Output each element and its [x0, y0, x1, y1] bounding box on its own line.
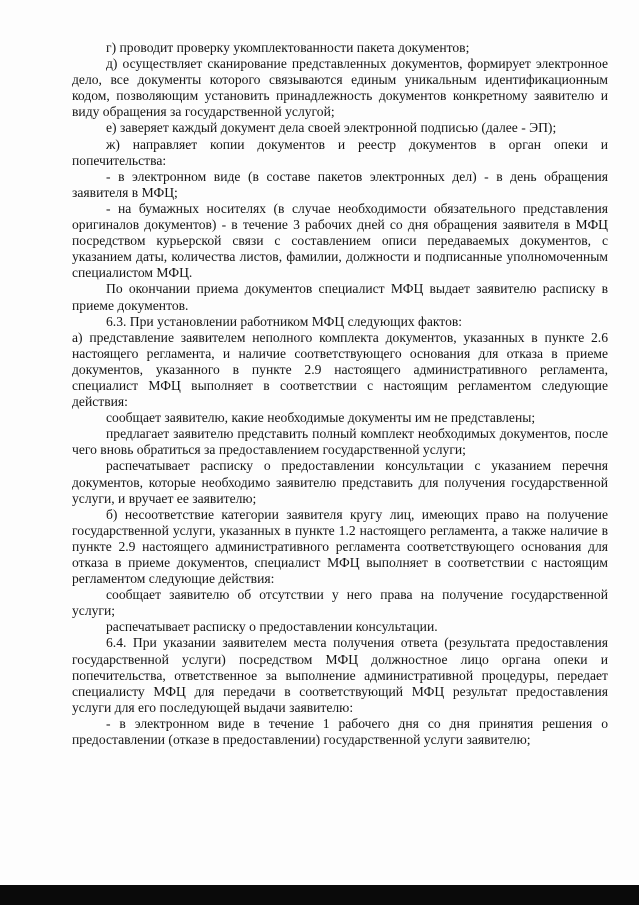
- paragraph-6-3-a: а) представление заявителем неполного комплекта документов, указанных в пункте 2.6 настоящего регламента, и наличие соответствующего основания для отказа в приеме документов, указанного в пункте 2.9 настоящего административного регламента, специалист МФЦ выполняет в соответствии с настоящим регламентом следующие действия:: [72, 329, 608, 410]
- paragraph-e: е) заверяет каждый документ дела своей электронной подписью (далее - ЭП);: [106, 120, 557, 136]
- document-body: [72, 40, 608, 748]
- paragraph-6-3: 6.3. При установлении работником МФЦ следующих фактов:: [106, 313, 463, 329]
- paragraph-receipt: По окончании приема документов специалист МФЦ выдает заявителю расписку в приеме документов.: [72, 281, 608, 313]
- paragraph-inform-missing: сообщает заявителю, какие необходимые документы им не представлены;: [106, 410, 536, 426]
- paragraph-zh: ж) направляет копии документов и реестр документов в орган опеки и попечительства:: [72, 136, 608, 168]
- paragraph-6-4: 6.4. При указании заявителем места получения ответа (результата предоставления государственной услуги) посредством МФЦ должностное лицо органа опеки и попечительства, ответственное за выполнение административной процедуры, передает специалисту МФЦ для передачи в соответствующий МФЦ результат предоставления услуги для его последующей выдачи заявителю:: [72, 635, 608, 715]
- paragraph-offer-complete-set: предлагает заявителю представить полный комплект необходимых документов, после чего вновь обратиться за предоставлением государственной услуги;: [72, 426, 608, 458]
- paragraph-inform-no-right: сообщает заявителю об отсутствии у него права на получение государственной услуги;: [72, 587, 608, 619]
- paragraph-g: г) проводит проверку укомплектованности пакета документов;: [106, 40, 470, 55]
- paragraph-electronic-1-day: - в электронном виде в течение 1 рабочего дня со дня принятия решения о предоставлении (отказе в предоставлении) государственной услуги заявителю;: [72, 715, 608, 748]
- scan-bottom-strip: [0, 885, 639, 905]
- paragraph-paper-form: - на бумажных носителях (в случае необходимости обязательного представления оригиналов документов) - в течение 3 рабочих дней со дня обращения заявителя в МФЦ посредством курьерской связи с составлением описи передаваемых документов, с указанием даты, количества листов, фамилии, должности и подписанные уполномоченным специалистом МФЦ.: [72, 200, 608, 281]
- paragraph-6-3-b: б) несоответствие категории заявителя кругу лиц, имеющих право на получение государственной услуги, указанных в пункте 1.2 настоящего регламента, а также наличие в пункте 2.9 настоящего административного регламента соответствующего основания для отказа в приеме документов, специалист МФЦ выполняет в соответствии с настоящим регламентом следующие действия:: [72, 506, 608, 587]
- paragraph-print-consultation: распечатывает расписку о предоставлении консультации.: [106, 619, 438, 635]
- paragraph-d: д) осуществляет сканирование представленных документов, формирует электронное дело, все документы которого связываются единым уникальным идентификационным кодом, позволяющим установить принадлежность документов конкретному заявителю и виду обращения за государственной услугой;: [72, 56, 608, 120]
- paragraph-print-consultation-list: распечатывает расписку о предоставлении консультации с указанием перечня документов, которые необходимо заявителю представить для получения государственной услуги, и вручает ее заявителю;: [72, 458, 608, 506]
- paragraph-electronic-form: - в электронном виде (в составе пакетов электронных дел) - в день обращения заявителя в МФЦ;: [72, 168, 608, 200]
